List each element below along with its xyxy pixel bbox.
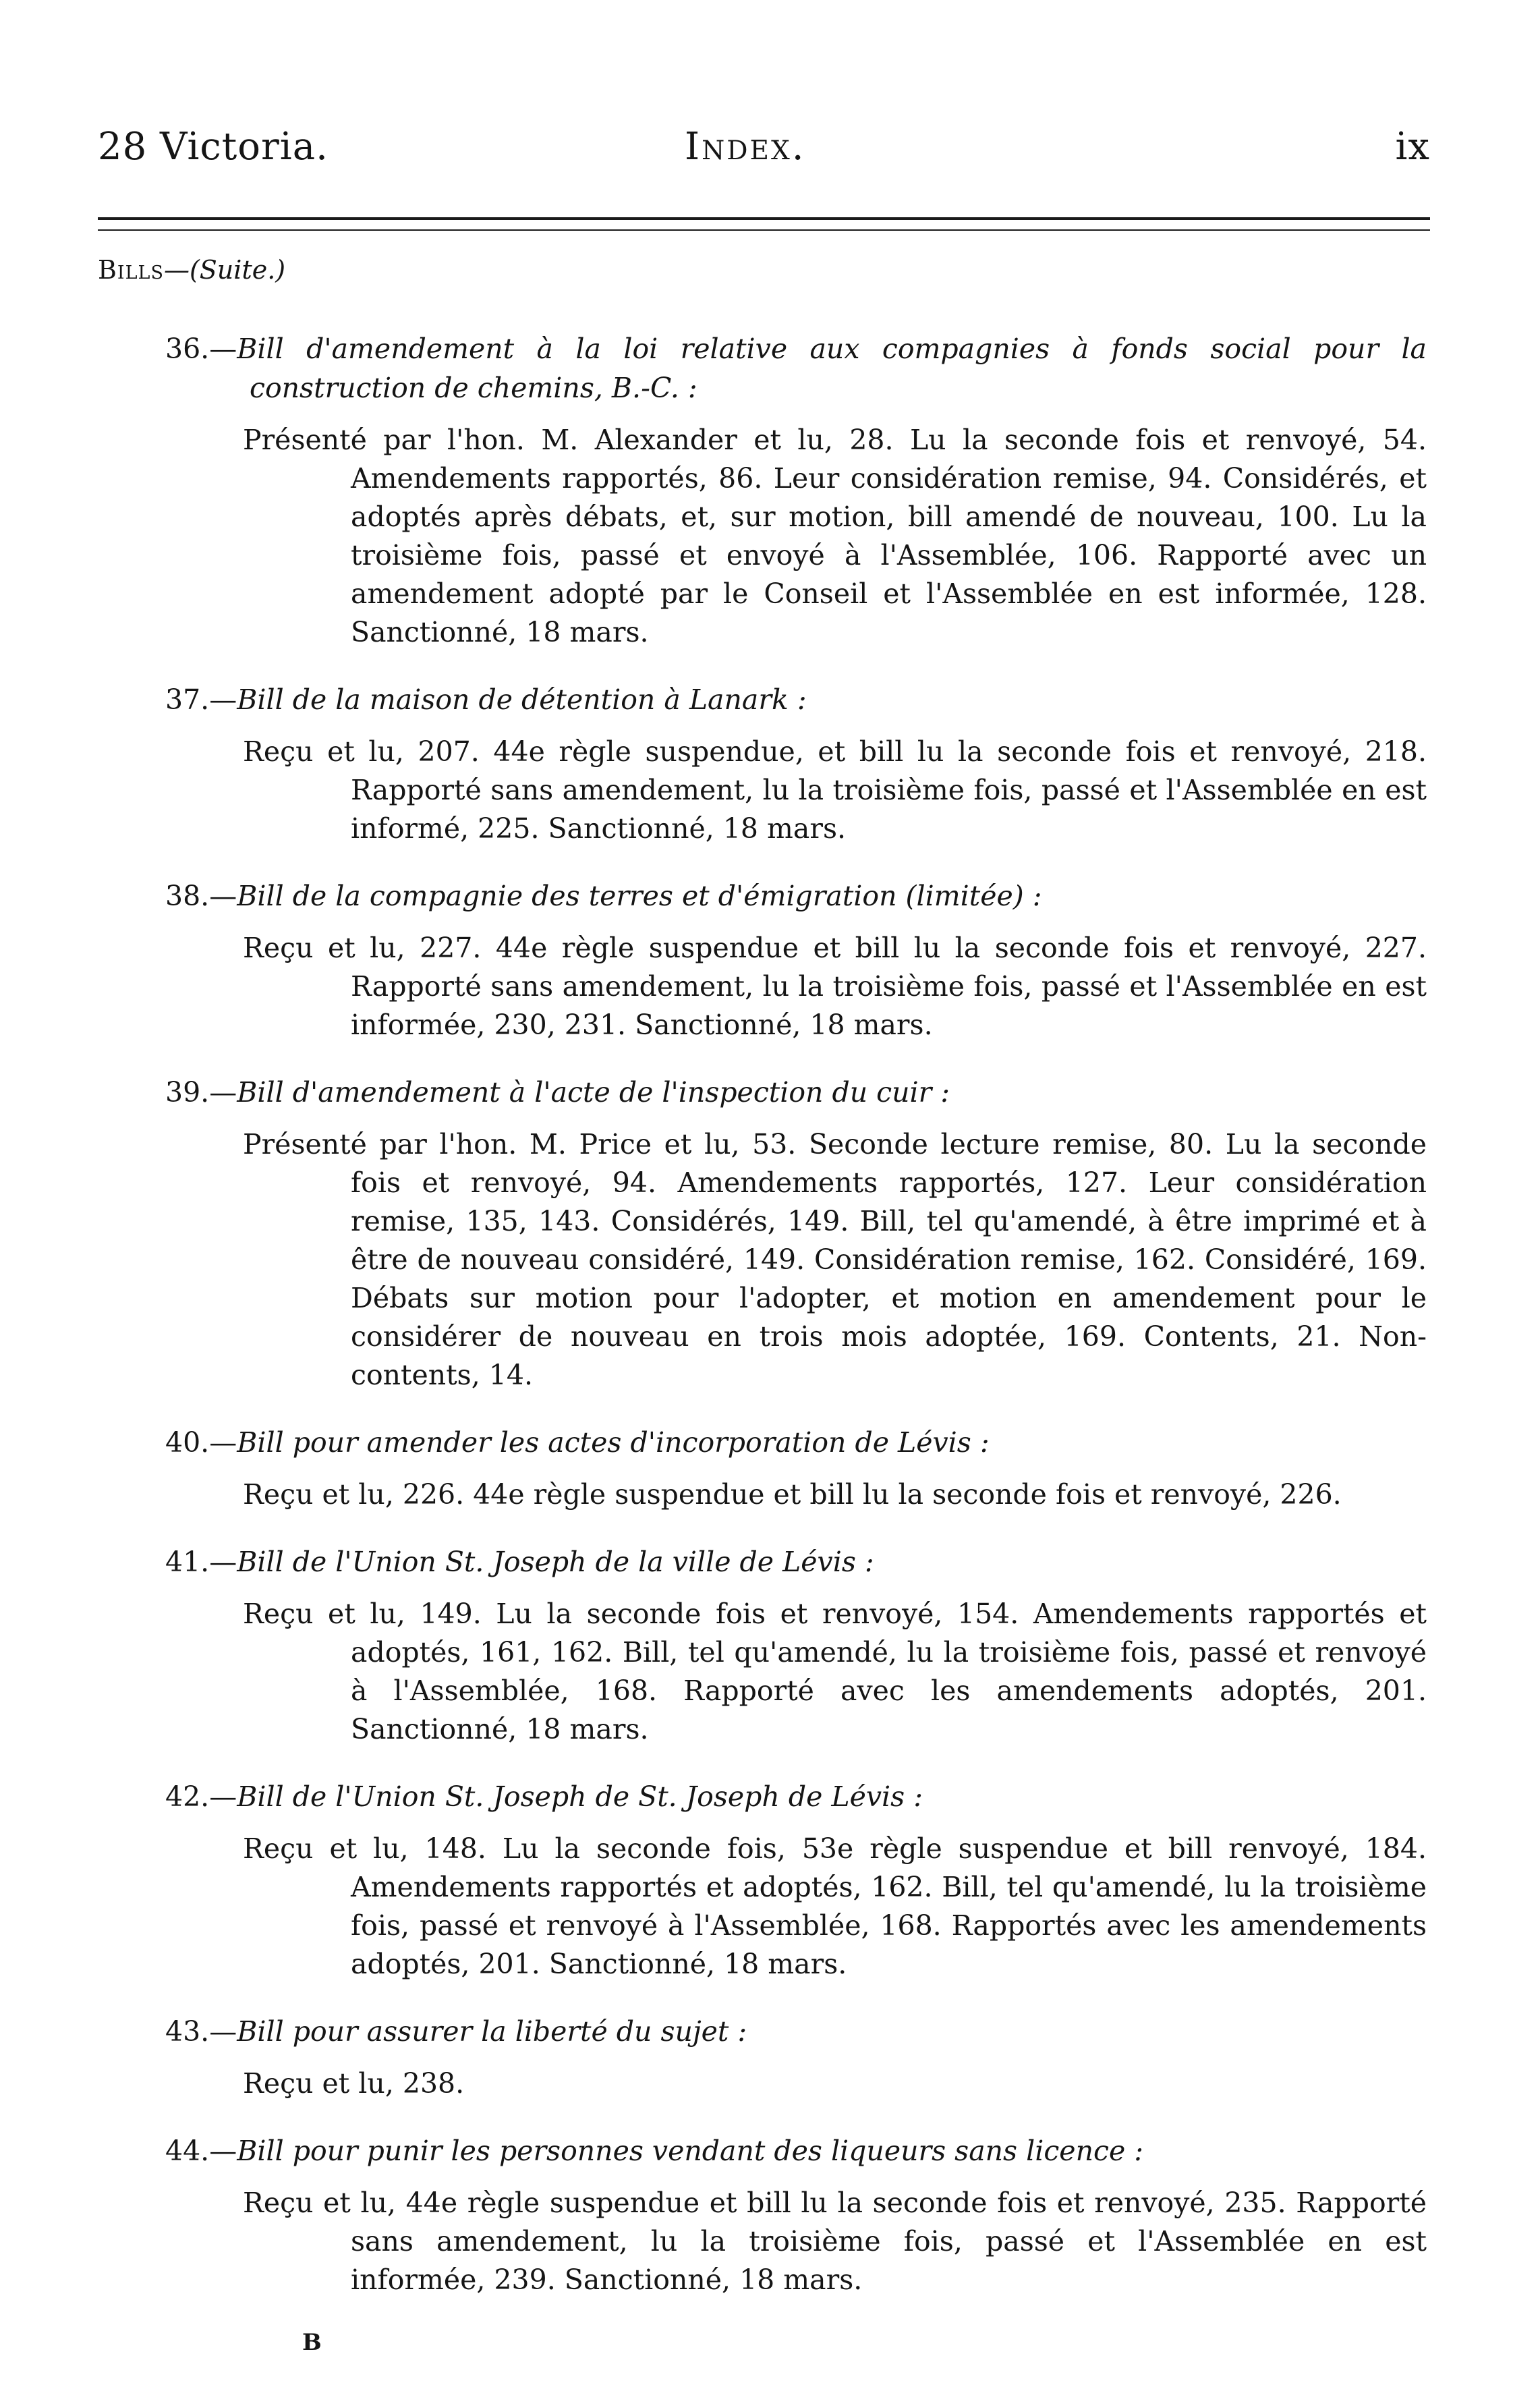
index-entry	[165, 1073, 1427, 1395]
entry-body: Présenté par l'hon. M. Price et lu, 53. Seconde lecture remise, 80. Lu la seconde fois et renvoyé, 94. Amendements rapportés, 127. Leur considération remise, 135, 143. Considérés, 149. Bill, tel qu'amendé, à être imprimé et à être de nouveau considéré, 149. Considération remise, 162. Considéré, 169. Débats sur motion pour l'adopter, et motion en amendement pour le considérer de nouveau en trois mois adoptée, 169. Contents, 21. Non-contents, 14.	[243, 1128, 1427, 1391]
entry-title: Bill pour assurer la liberté du sujet :	[237, 2015, 747, 2048]
entry-title: Bill d'amendement à l'acte de l'inspection du cuir :	[237, 1076, 950, 1108]
entry-title: Bill d'amendement à la loi relative aux compagnies à fonds social pour la construction de chemins, B.-C. :	[237, 333, 1427, 404]
header-session: 28 Victoria.	[98, 125, 329, 169]
entry-body: Reçu et lu, 227. 44e règle suspendue et bill lu la seconde fois et renvoyé, 227. Rapporté sans amendement, lu la troisième fois, passé et l'Assemblée en est informée, 230, 231. Sanctionné, 18 mars.	[243, 932, 1427, 1041]
index-entry	[165, 1423, 1427, 1514]
entry-body: Reçu et lu, 44e règle suspendue et bill lu la seconde fois et renvoyé, 235. Rapporté sans amendement, lu la troisième fois, passé et l'Assemblée en est informée, 239. Sanctionné, 18 mars.	[243, 2187, 1427, 2296]
signature-mark: B	[302, 2329, 322, 2356]
entry-number: 37.	[165, 683, 210, 716]
entry-title-line	[165, 680, 1427, 719]
entry-number: 39.	[165, 1076, 210, 1108]
entry-dash: —	[209, 1076, 237, 1108]
header-double-rule	[98, 217, 1430, 231]
entry-body: Reçu et lu, 207. 44e règle suspendue, et bill lu la seconde fois et renvoyé, 218. Rapporté sans amendement, lu la troisième fois, passé et l'Assemblée en est informé, 225. Sanctionné, 18 mars.	[243, 735, 1427, 845]
index-entry	[165, 1542, 1427, 1749]
index-entry	[165, 2012, 1427, 2103]
index-entry	[165, 329, 1427, 652]
index-entry	[165, 680, 1427, 848]
entry-dash: —	[209, 2135, 237, 2167]
entry-number: 38.	[165, 880, 210, 912]
index-entry	[165, 876, 1427, 1044]
entry-number: 40.	[165, 1426, 210, 1459]
entry-number: 36.	[165, 333, 210, 365]
entry-title: Bill pour punir les personnes vendant des liqueurs sans licence :	[237, 2135, 1144, 2167]
entry-title: Bill de l'Union St. Joseph de St. Joseph de Lévis :	[237, 1780, 923, 1813]
entry-title-line	[165, 2131, 1427, 2170]
header-title: Index.	[685, 125, 806, 169]
entry-number: 44.	[165, 2135, 210, 2167]
entry-title-line	[165, 1777, 1427, 1816]
entry-number: 42.	[165, 1780, 210, 1813]
entry-body: Présenté par l'hon. M. Alexander et lu, 28. Lu la seconde fois et renvoyé, 54. Amendements rapportés, 86. Leur considération remise, 94. Considérés, et adoptés après débats, et, sur motion, bill amendé de nouveau, 100. Lu la troisième fois, passé et envoyé à l'Assemblée, 106. Rapporté avec un amendement adopté par le Conseil et l'Assemblée en est informée, 128. Sanctionné, 18 mars.	[243, 424, 1427, 648]
header-page-number: ix	[1395, 125, 1430, 169]
entry-title: Bill de la compagnie des terres et d'émigration (limitée) :	[237, 880, 1042, 912]
entry-title-line	[165, 1423, 1427, 1462]
entry-body: Reçu et lu, 238.	[243, 2067, 465, 2100]
entry-title-line	[165, 876, 1427, 916]
entry-dash: —	[209, 683, 237, 716]
entry-dash: —	[209, 2015, 237, 2048]
entry-dash: —	[209, 1780, 237, 1813]
section-continuation: —(Suite.)	[163, 255, 286, 285]
entry-dash: —	[209, 1546, 237, 1578]
index-entries	[165, 329, 1427, 2328]
entry-title: Bill de l'Union St. Joseph de la ville de Lévis :	[237, 1546, 874, 1578]
entry-title-line	[165, 1542, 1427, 1581]
entry-body: Reçu et lu, 226. 44e règle suspendue et bill lu la seconde fois et renvoyé, 226.	[243, 1478, 1342, 1511]
entry-title-line	[165, 1073, 1427, 1112]
entry-number: 43.	[165, 2015, 210, 2048]
entry-body: Reçu et lu, 149. Lu la seconde fois et renvoyé, 154. Amendements rapportés et adoptés, 161, 162. Bill, tel qu'amendé, lu la troisième fois, passé et renvoyé à l'Assemblée, 168. Rapporté avec les amendements adoptés, 201. Sanctionné, 18 mars.	[243, 1598, 1427, 1745]
entry-dash: —	[209, 880, 237, 912]
entry-body: Reçu et lu, 148. Lu la seconde fois, 53e règle suspendue et bill renvoyé, 184. Amendements rapportés et adoptés, 162. Bill, tel qu'amendé, lu la troisième fois, passé et renvoyé à l'Assemblée, 168. Rapportés avec les amendements adoptés, 201. Sanctionné, 18 mars.	[243, 1832, 1427, 1980]
section-heading	[98, 253, 285, 287]
entry-dash: —	[209, 333, 237, 365]
running-header	[98, 120, 1430, 174]
index-entry	[165, 1777, 1427, 1984]
section-label: Bills	[98, 255, 164, 285]
entry-title-line	[165, 329, 1427, 408]
entry-dash: —	[209, 1426, 237, 1459]
entry-title-line	[165, 2012, 1427, 2051]
entry-title: Bill de la maison de détention à Lanark :	[237, 683, 807, 716]
entry-number: 41.	[165, 1546, 210, 1578]
entry-title: Bill pour amender les actes d'incorporation de Lévis :	[237, 1426, 990, 1459]
index-entry	[165, 2131, 1427, 2299]
